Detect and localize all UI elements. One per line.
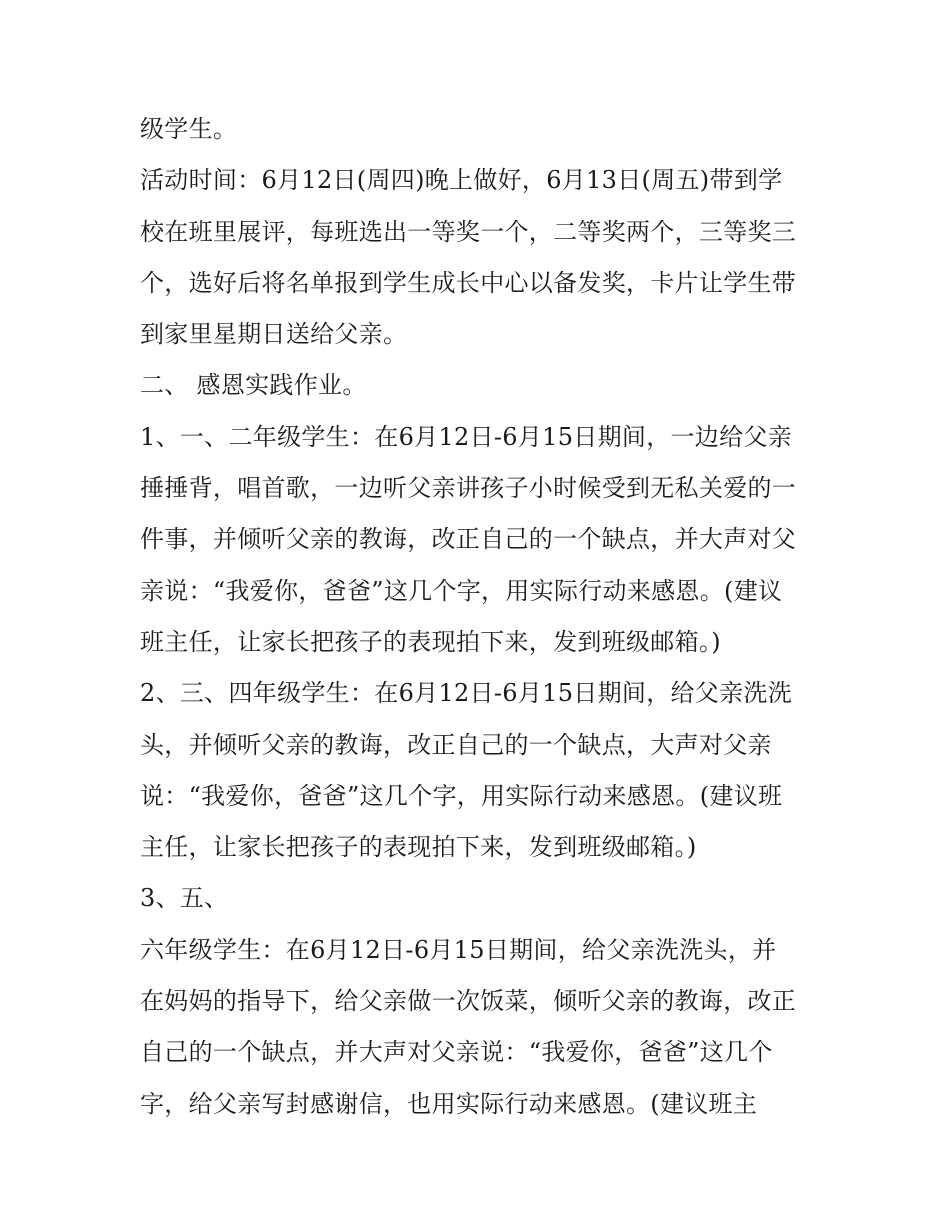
text-line: 捶捶背，唱首歌，一边听父亲讲孩子小时候受到无私关爱的一 [140, 474, 797, 503]
text-line: 在妈妈的指导下，给父亲做一次饭菜，倾听父亲的教诲，改正 [140, 987, 797, 1016]
text-line: 3、五、 [140, 884, 229, 913]
text-line: 字，给父亲写封感谢信，也用实际行动来感恩。(建议班主 [140, 1089, 758, 1118]
text-line: 级学生。 [140, 115, 238, 143]
text-line: 班主任，让家长把孩子的表现拍下来，发到班级邮箱。) [140, 627, 721, 656]
text-line: 活动时间：6月12日(周四)晚上做好，6月13日(周五)带到学 [140, 166, 783, 195]
section-heading: 二、 感恩实践作业。 [140, 371, 367, 400]
text-line: 个，选好后将名单报到学生成长中心以备发奖，卡片让学生带 [140, 268, 797, 297]
text-line: 六年级学生：在6月12日-6月15日期间，给父亲洗洗头，并 [140, 935, 777, 964]
text-line: 自己的一个缺点，并大声对父亲说：“我爱你，爸爸”这几个 [140, 1038, 773, 1067]
text-line: 1、一、二年级学生：在6月12日-6月15日期间，一边给父亲 [140, 422, 792, 451]
text-line: 亲说：“我爱你，爸爸”这几个字，用实际行动来感恩。(建议 [140, 576, 783, 605]
text-line: 主任，让家长把孩子的表现拍下来，发到班级邮箱。) [140, 833, 697, 862]
text-line: 2、三、四年级学生：在6月12日-6月15日期间，给父亲洗洗 [140, 679, 792, 708]
text-line: 头，并倾听父亲的教诲，改正自己的一个缺点，大声对父亲 [140, 730, 772, 759]
text-line: 到家里星期日送给父亲。 [140, 320, 408, 349]
text-line: 件事，并倾听父亲的教诲，改正自己的一个缺点，并大声对父 [140, 525, 797, 554]
text-line: 说：“我爱你，爸爸”这几个字，用实际行动来感恩。(建议班 [140, 781, 783, 810]
text-line: 校在班里展评，每班选出一等奖一个，二等奖两个，三等奖三 [140, 217, 797, 246]
document-body [140, 104, 830, 1130]
